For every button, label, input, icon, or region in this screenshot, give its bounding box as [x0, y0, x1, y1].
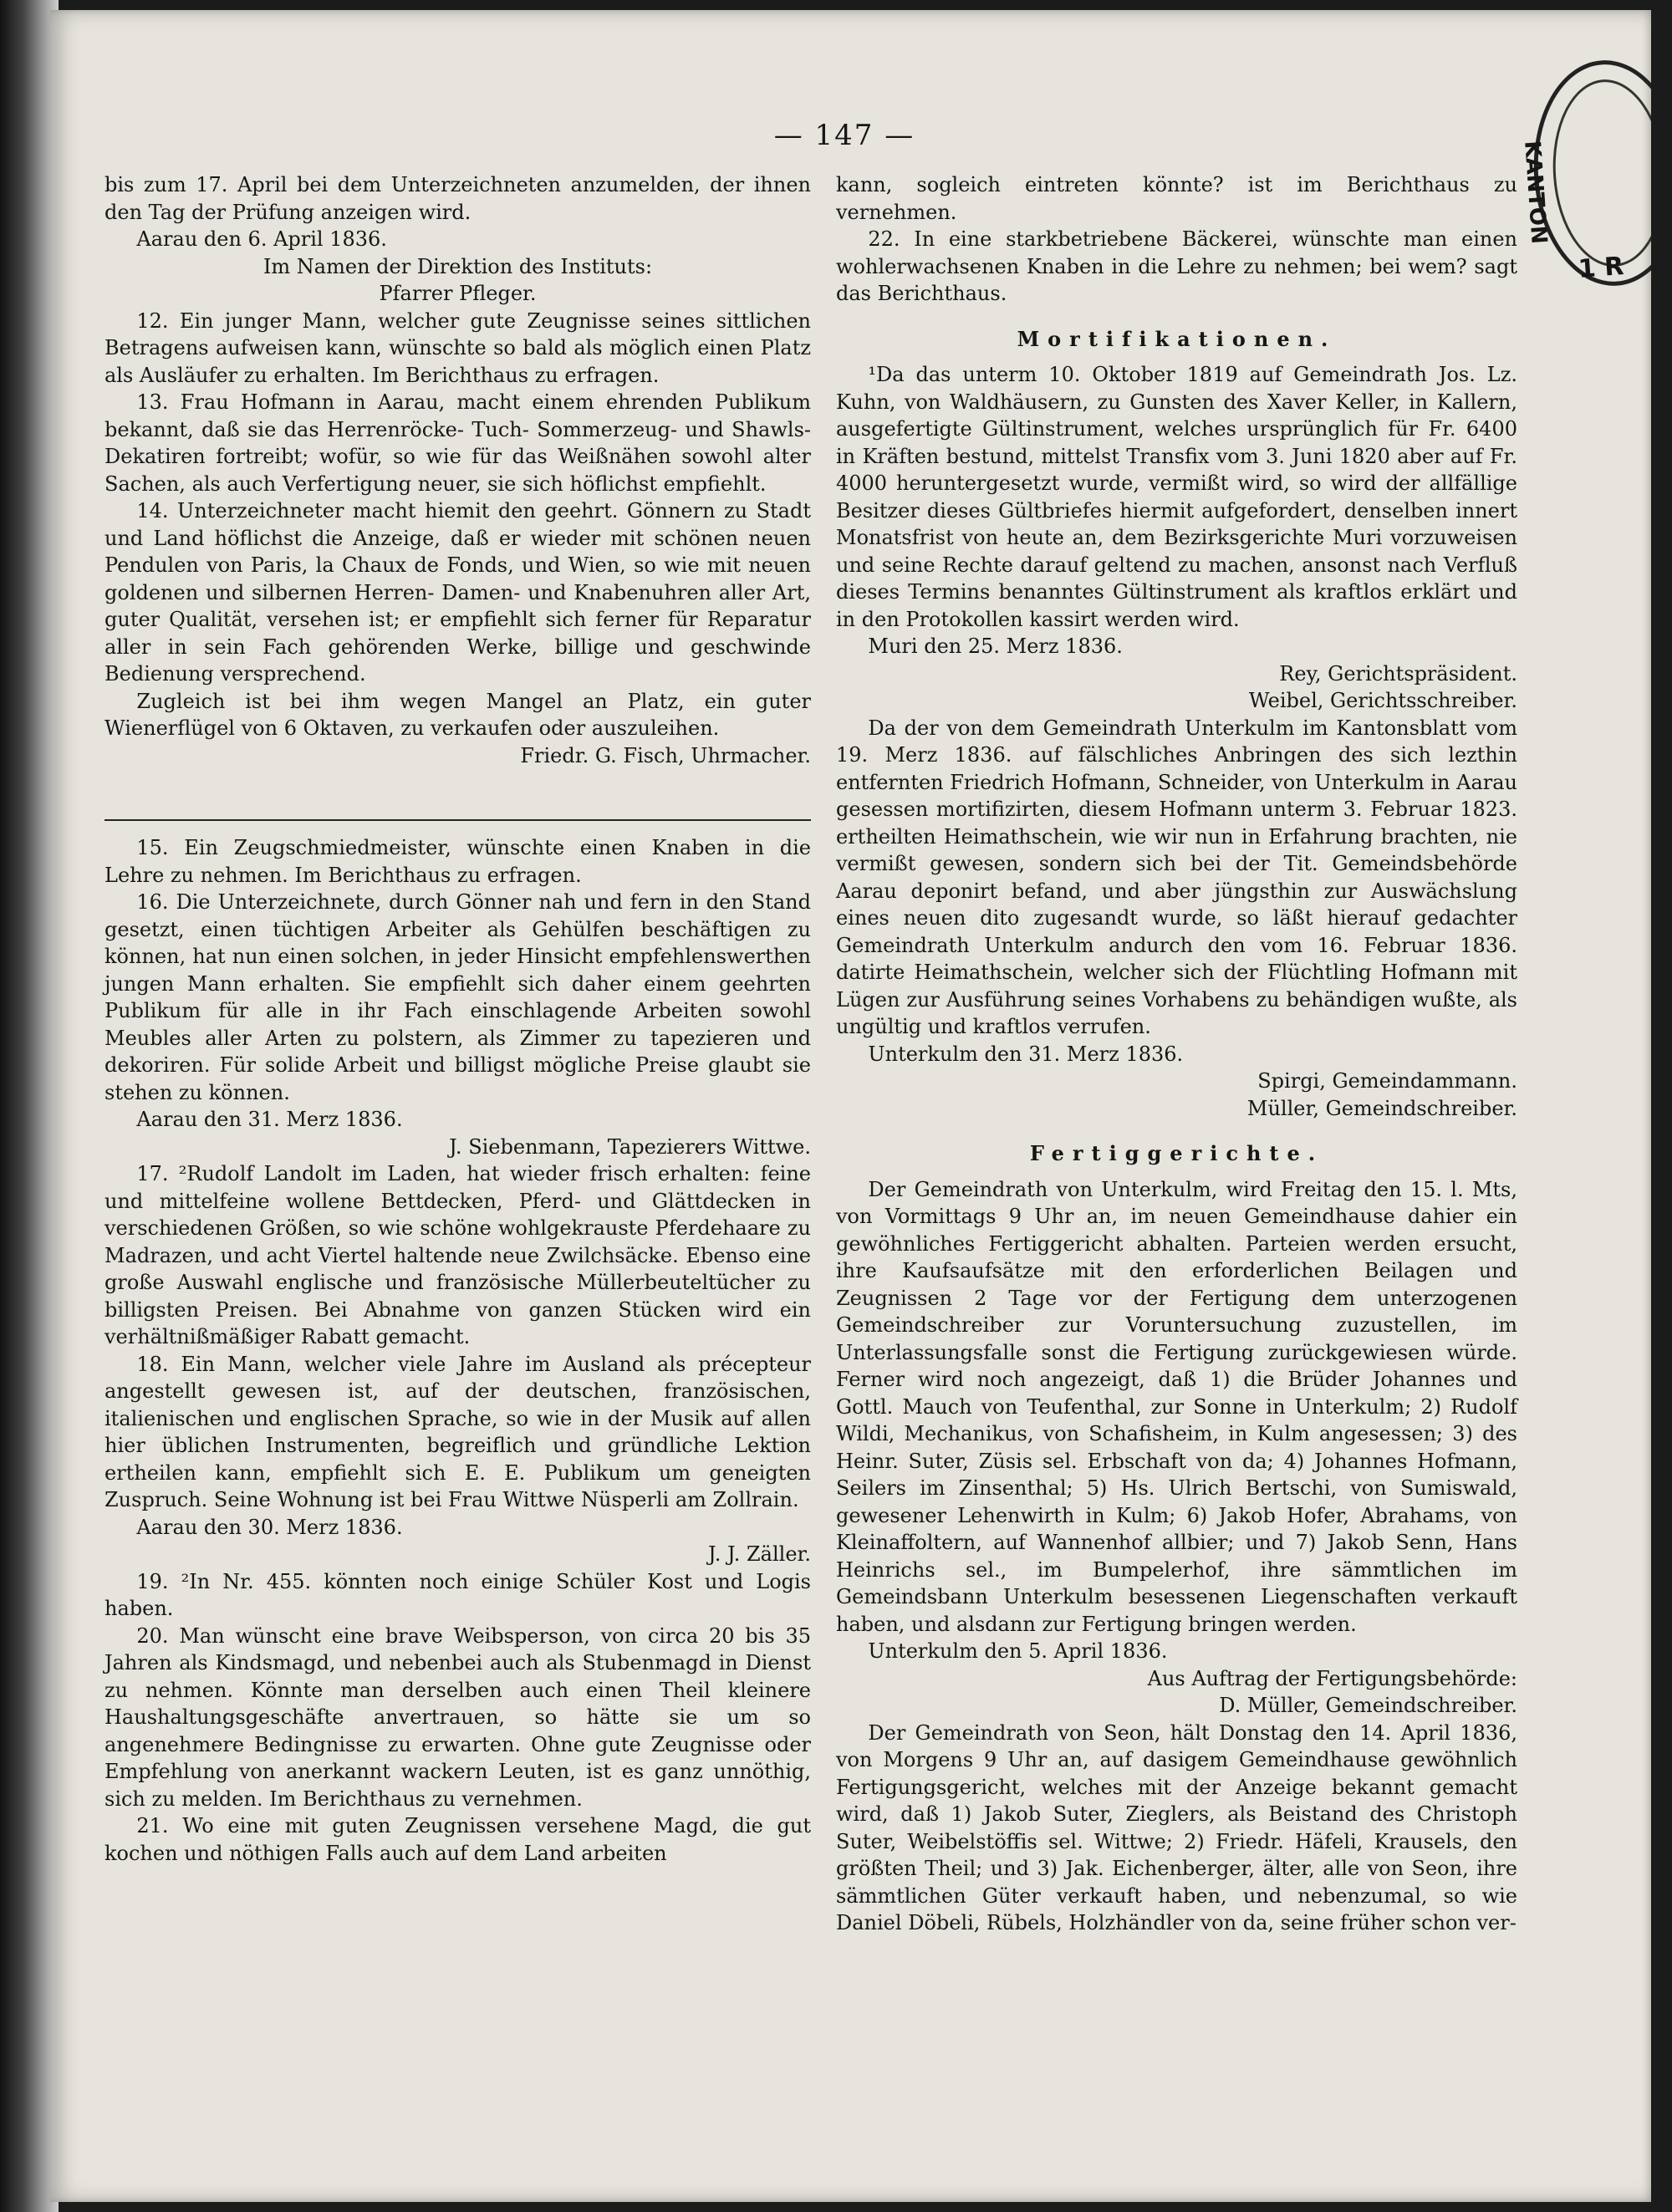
stamp-number: 1 R [1577, 252, 1625, 284]
fertiggericht-2: Der Gemeindrath von Seon, hält Donstag den 14. April 1836, von Morgens 9 Uhr an, auf dasigem Gemeindhause gewöhnlich Fertigungsgericht, welches mit der Anzeige bekannt gemacht wird, daß 1) Jakob Suter, Zieglers, als Beistand des Christoph Suter, Weibelstöffis sel. Wittwe; 2) Friedr. Häfeli, Krausels, den größten Theil; und 3) Jak. Eichenberger, älter, alle von Seon, ihre sämmtlichen Güter verkauft haben, und nebenzumal, so wie Daniel Döbeli, Rübels, Holzhändler von da, seine früher schon ver- [836, 1720, 1517, 1934]
notice-19: 19. ²In Nr. 455. könnten noch einige Schüler Kost und Logis haben. [104, 1569, 811, 1620]
stamp-ring [1547, 76, 1651, 271]
section-divider [104, 819, 811, 821]
mortification-1: ¹Da das unterm 10. Oktober 1819 auf Gemeindrath Jos. Lz. Kuhn, von Waldhäusern, zu Gunsten des Xaver Keller, in Kallern, ausgefertigte Gültinstrument, welches ursprünglich für Fr. 6400 in Kräften bestund, mittelst Transfix vom 3. Juni 1820 aber auf Fr. 4000 heruntergesetzt wurde, vermißt wird, so wird der allfällige Besitzer dieses Gültbriefes hiermit aufgefordert, denselben innert Monatsfrist von heute an, dem Bezirksgerichte Muri vorzuweisen und seine Rechte darauf geltend zu machen, ansonst nach Verfluß dieses Termins benanntes Gültinstrument als kraftlos erklärt und in den Protokollen kassirt werden wird. [836, 363, 1517, 631]
notice-21-continued: kann, sogleich eintreten könnte? ist im Berichthaus zu vernehmen. [836, 173, 1517, 224]
notice-15: 15. Ein Zeugschmiedmeister, wünschte einen Knaben in die Lehre zu nehmen. Im Berichthaus zu erfragen. [104, 836, 811, 887]
notice-14-signature: Friedr. G. Fisch, Uhrmacher. [520, 743, 811, 767]
notice-14: 14. Unterzeichneter macht hiemit den geehrt. Gönnern zu Stadt und Land höflichst die Anzeige, daß er wieder mit schönen neuen Pendulen von Paris, la Chaux de Fonds, und Wien, so wie mit neuen goldenen und silbernen Herren- Damen- und Knabenuhren aller Art, guter Qualität, versehen ist; er empfiehlt sich ferner für Reparatur aller in sein Fach gehörenden Werke, billige und geschwinde Bedienung versprechend. [104, 499, 811, 686]
notice-21: 21. Wo eine mit guten Zeugnissen versehene Magd, die gut kochen und nöthigen Falls auch auf dem Land arbeiten [104, 1814, 811, 1865]
fertiggericht-1-date: Unterkulm den 5. April 1836. [868, 1639, 1168, 1663]
mortification-1-date: Muri den 25. Merz 1836. [868, 635, 1123, 658]
mortification-1-signature-2: Weibel, Gerichtsschreiber. [1248, 689, 1517, 712]
notice-16-signature: J. Siebenmann, Tapezierers Wittwe. [449, 1134, 811, 1159]
notice-13: 13. Frau Hofmann in Aarau, macht einem ehrenden Publikum bekannt, daß sie das Herrenröcke- Tuch- Sommerzeug- und Shawls-Dekatiren fortreibt; wofür, so wie für das Weißnähen sowohl alter Sachen, als auch Verfertigung neuer, sie sich höflichst empfiehlt. [104, 390, 811, 496]
mortification-2-signature-2: Müller, Gemeindschreiber. [1246, 1096, 1517, 1120]
notice-16: 16. Die Unterzeichnete, durch Gönner nah und fern in den Stand gesetzt, einen tüchtigen Arbeiter als Gehülfen beschäftigen zu können, hat nun einen solchen, in jeder Hinsicht empfehlenswerthen jungen Mann erhalten. Sie empfiehlt sich daher einem geehrten Publikum für alle in ihr Fach einschlagende Arbeiten sowohl Meubles aller Arten zu polstern, als Zimmer zu tapezieren und dekoriren. Für solide Arbeit und billigst mögliche Preise glaubt sie stehen zu können. [104, 890, 811, 1104]
stamp-word: KANTON [1519, 140, 1552, 245]
notice-18-date: Aarau den 30. Merz 1836. [136, 1515, 403, 1539]
fertiggericht-1-signature-1: Aus Auftrag der Fertigungsbehörde: [1147, 1666, 1517, 1690]
left-column [104, 171, 811, 1867]
fertiggericht-1-signature-2: D. Müller, Gemeindschreiber. [1219, 1694, 1517, 1717]
right-column [836, 171, 1517, 1937]
notice-16-date: Aarau den 31. Merz 1836. [136, 1108, 403, 1131]
notice-12: 12. Ein junger Mann, welcher gute Zeugnisse seines sittlichen Betragens aufweisen kann, wünschte so bald als möglich einen Platz als Ausläufer zu erhalten. Im Berichthaus zu erfragen. [104, 308, 811, 387]
notice-22: 22. In eine starkbetriebene Bäckerei, wünschte man einen wohlerwachsenen Knaben in die Lehre zu nehmen; bei wem? sagt das Berichthaus. [836, 227, 1517, 305]
intro-place-date: Aarau den 6. April 1836. [136, 227, 387, 251]
notice-20: 20. Man wünscht eine brave Weibsperson, von circa 20 bis 35 Jahren als Kindsmagd, und nebenbei auch als Stubenmagd in Dienst zu nehmen. Könnte man derselben auch einen Theil kleinere Haushaltungsgeschäfte anvertrauen, so hätte sie um so angenehmere Bedingnisse zu erwarten. Ohne gute Zeugnisse oder Empfehlung von anerkannt wackern Leuten, ist es ganz unnöthig, sich zu melden. Im Berichthaus zu vernehmen. [104, 1623, 811, 1811]
notice-17: 17. ²Rudolf Landolt im Laden, hat wieder frisch erhalten: feine und mittelfeine wollene Bettdecken, Pferd- und Glättdecken in verschiedenen Größen, so wie schöne wohlgekrauste Pferdehaare zu Madrazen, und acht Viertel haltende neue Zwilchsäcke. Ebenso eine große Auswahl englische und französische Müllerbeuteltücher zu billigsten Preisen. Bei Abnahme von ganzen Stücken wird ein verhältnißmäßiger Rabatt gemacht. [104, 1162, 811, 1348]
intro-signature-line1: Im Namen der Direktion des Instituts: [263, 254, 653, 278]
fertiggericht-1: Der Gemeindrath von Unterkulm, wird Freitag den 15. l. Mts, von Vormittags 9 Uhr an, im neuen Gemeindhause dahier ein gewöhnliches Fertiggericht abhalten. Parteien werden ersucht, ihre Kaufsaufsätze mit den erforderlichen Beilagen und Zeugnissen 2 Tage vor der Fertigung dem unterzogenen Gemeindschreiber zur Voruntersuchung zuzustellen, im Unterlassungsfalle sonst die Fertigung zurückgewiesen würde. Ferner wird noch angezeigt, daß 1) die Brüder Johannes und Gottl. Mauch von Teufenthal, zur Sonne in Unterkulm; 2) Rudolf Wildi, Mechanikus, von Schafisheim, in Kulm angesessen; 3) des Heinr. Suter, Züsis sel. Erbschaft von da; 4) Johannes Hofmann, Seilers im Zinsenthal; 5) Hs. Ulrich Bertschi, von Sumiswald, gewesener Lehenwirth in Kulm; 6) Jakob Hofer, Abrahams, von Kleinaffoltern, auf Wannenhof allbier; und 7) Jakob Senn, Hans Heinrichs sel., im Bumpelerhof, ihre sämmtlichen im Gemeindsbann Unterkulm besessenen Liegenschaften verkauft haben, und alsdann zur Fertigung bringen werden. [836, 1177, 1517, 1636]
mortification-2-date: Unterkulm den 31. Merz 1836. [868, 1042, 1184, 1066]
mortification-2-signature-1: Spirgi, Gemeindammann. [1257, 1069, 1517, 1093]
library-stamp [1519, 55, 1651, 291]
mortification-1-signature-1: Rey, Gerichtspräsident. [1279, 661, 1517, 686]
mortification-2: Da der von dem Gemeindrath Unterkulm im Kantonsblatt vom 19. Merz 1836. auf fälschliches Anbringen des sich lezthin entfernten Friedrich Hofmann, Schneider, von Unterkulm in Aarau gesessen mortifizirten, diesem Hofmann unterm 3. Februar 1823. ertheilten Heimathschein, wie wir nun in Erfahrung brachten, nie vermißt gewesen, sondern sich bei der Tit. Gemeindsbehörde Aarau deponirt befand, und aber jüngsthin zur Auswächslung eines neuen dito zugesandt wurde, so läßt hierauf gedachter Gemeindrath Unterkulm andurch den vom 16. Februar 1836. datirte Heimathschein, welcher sich der Flüchtling Hofmann mit Lügen zur Ausführung seines Vorhabens zu behändigen wußte, als ungültig und kraftlos verrufen. [836, 716, 1517, 1038]
notice-18: 18. Ein Mann, welcher viele Jahre im Ausland als précepteur angestellt gewesen ist, auf der deutschen, französischen, italienischen und englischen Sprache, so wie in der Musik auf allen hier üblichen Instrumenten, begreiflich und gründliche Lektion ertheilen kann, empfiehlt sich E. E. Publikum um geneigten Zuspruch. Seine Wohnung ist bei Frau Wittwe Nüsperli am Zollrain. [104, 1352, 811, 1511]
notice-18-signature: J. J. Zäller. [707, 1542, 811, 1566]
page-number: — 147 — [773, 119, 915, 152]
intro-signature-line2: Pfarrer Pfleger. [379, 282, 537, 305]
notice-14-addendum: Zugleich ist bei ihm wegen Mangel an Platz, ein guter Wienerflügel von 6 Oktaven, zu verkaufen oder auszuleihen. [104, 689, 811, 740]
intro-paragraph: bis zum 17. April bei dem Unterzeichneten anzumelden, der ihnen den Tag der Prüfung anzeigen wird. [104, 173, 811, 224]
section-heading-fertiggerichte: Fertiggerichte. [1029, 1141, 1324, 1165]
section-heading-mortifikationen: Mortifikationen. [1017, 326, 1337, 351]
